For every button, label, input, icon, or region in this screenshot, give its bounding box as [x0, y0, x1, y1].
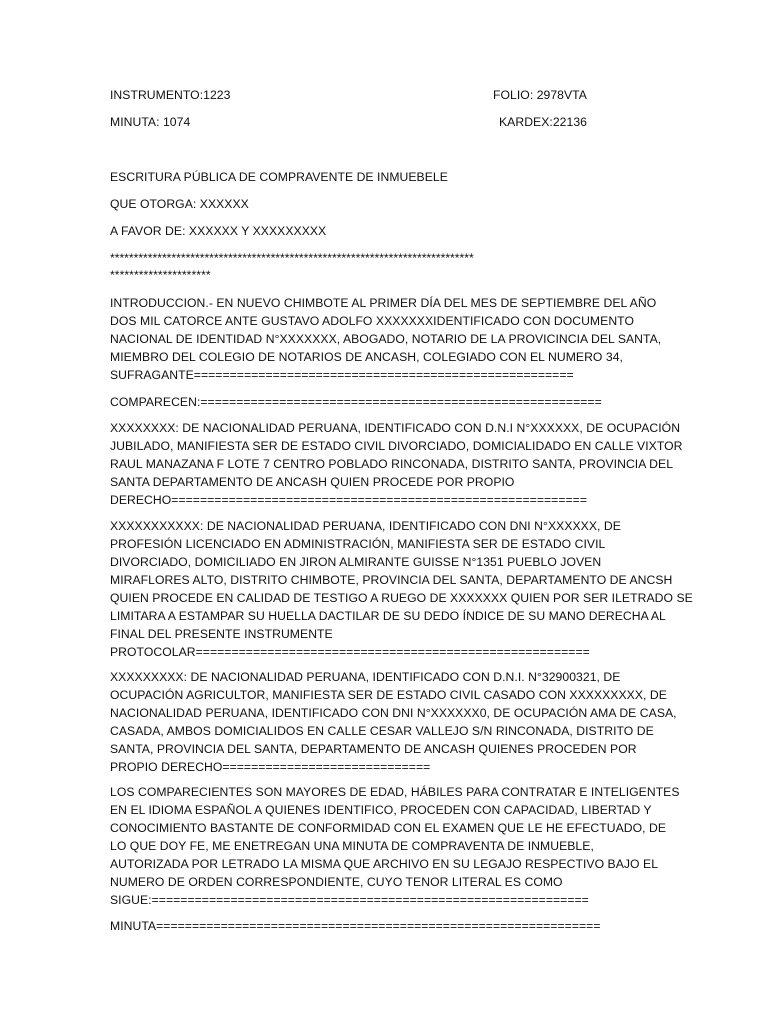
paragraph-line: DIVORCIADO, DOMICILIADO EN JIRON ALMIRANTE GUISSE N°1351 PUEBLO JOVEN: [110, 555, 602, 569]
paragraph-line: SUFRAGANTE=====================================================: [110, 368, 574, 382]
paragraph-line: AUTORIZADA POR LETRADO LA MISMA QUE ARCHIVO EN SU LEGAJO RESPECTIVO BAJO EL: [110, 857, 659, 871]
introduccion-paragraph: [110, 294, 666, 384]
compareciente-1-paragraph: [110, 419, 683, 509]
stars-divider-line-2: *********************: [110, 268, 211, 282]
paragraph-line: MIEMBRO DEL COLEGIO DE NOTARIOS DE ANCASH, COLEGIADO CON EL NUMERO 34,: [110, 350, 623, 364]
kardex-label: KARDEX:22136: [499, 115, 587, 129]
paragraph-line: LOS COMPARECIENTES SON MAYORES DE EDAD, HÁBILES PARA CONTRATAR E INTELIGENTES: [110, 785, 680, 799]
folio-label: FOLIO: 2978VTA: [493, 88, 587, 102]
minuta-number-label: MINUTA: 1074: [110, 115, 191, 129]
paragraph-line: CONOCIMIENTO BASTANTE DE CONFORMIDAD CON EL EXAMEN QUE LE HE EFECTUADO, DE: [110, 821, 667, 835]
paragraph-line: MIRAFLORES ALTO, DISTRITO CHIMBOTE, PROVINCIA DEL SANTA, DEPARTAMENTO DE ANCSH: [110, 573, 673, 587]
paragraph-line: LO QUE DOY FE, ME ENETREGAN UNA MINUTA DE COMPRAVENTA DE INMUEBLE,: [110, 839, 594, 853]
paragraph-line: INTRODUCCION.- EN NUEVO CHIMBOTE AL PRIMER DÍA DEL MES DE SEPTIEMBRE DEL AÑO: [110, 296, 657, 310]
a-favor-line: A FAVOR DE: XXXXXX Y XXXXXXXXX: [110, 224, 327, 238]
paragraph-line: XXXXXXXXX: DE NACIONALIDAD PERUANA, IDENTIFICADO CON D.N.I. N°32900321, DE: [110, 670, 621, 684]
paragraph-line: PROFESIÓN LICENCIADO EN ADMINISTRACIÓN, MANIFIESTA SER DE ESTADO CIVIL: [110, 537, 606, 551]
paragraph-line: FINAL DEL PRESENTE INSTRUMENTE: [110, 627, 333, 641]
paragraph-line: SANTA DEPARTAMENTO DE ANCASH QUIEN PROCEDE POR PROPIO: [110, 475, 515, 489]
paragraph-line: SIGUE:=============================================================: [110, 893, 589, 907]
instrumento-label: INSTRUMENTO:1223: [110, 88, 231, 102]
paragraph-line: PROPIO DERECHO=============================: [110, 760, 431, 774]
compareciente-2-paragraph: [110, 517, 693, 661]
paragraph-line: XXXXXXXXXXX: DE NACIONALIDAD PERUANA, IDENTIFICADO CON DNI N°XXXXXX, DE: [110, 519, 621, 533]
minuta-heading: MINUTA==============================================================: [110, 919, 601, 933]
stars-divider-line-1: *****************************************************************************: [110, 251, 474, 265]
paragraph-line: SANTA, PROVINCIA DEL SANTA, DEPARTAMENTO DE ANCASH QUIENES PROCEDEN POR: [110, 742, 637, 756]
paragraph-line: OCUPACIÓN AGRICULTOR, MANIFIESTA SER DE ESTADO CIVIL CASADO CON XXXXXXXXX, DE: [110, 688, 667, 702]
escritura-title: ESCRITURA PÚBLICA DE COMPRAVENTE DE INMUEBELE: [110, 170, 448, 184]
paragraph-line: NACIONALIDAD PERUANA, IDENTIFICADO CON DNI N°XXXXXX0, DE OCUPACIÓN AMA DE CASA,: [110, 706, 677, 720]
paragraph-line: EN EL IDIOMA ESPAÑOL A QUIENES IDENTIFICO, PROCEDEN CON CAPACIDAD, LIBERTAD Y: [110, 803, 652, 817]
comparecen-heading: COMPARECEN:========================================================: [110, 395, 602, 409]
paragraph-line: QUIEN PROCEDE EN CALIDAD DE TESTIGO A RUEGO DE XXXXXXX QUIEN POR SER ILETRADO SE: [110, 591, 693, 605]
comparecientes-mayores-paragraph: [110, 783, 680, 909]
paragraph-line: LIMITARA A ESTAMPAR SU HUELLA DACTILAR DE SU DEDO ÍNDICE DE SU MANO DERECHA AL: [110, 609, 666, 623]
paragraph-line: DOS MIL CATORCE ANTE GUSTAVO ADOLFO XXXXXXXIDENTIFICADO CON DOCUMENTO: [110, 314, 634, 328]
paragraph-line: PROTOCOLAR=======================================================: [110, 645, 590, 659]
paragraph-line: XXXXXXXX: DE NACIONALIDAD PERUANA, IDENTIFICADO CON D.N.I N°XXXXXX, DE OCUPACIÓN: [110, 421, 681, 435]
otorga-line: QUE OTORGA: XXXXXX: [110, 197, 249, 211]
paragraph-line: DERECHO==========================================================: [110, 493, 587, 507]
paragraph-line: JUBILADO, MANIFIESTA SER DE ESTADO CIVIL DIVORCIADO, DOMICIALIDADO EN CALLE VIXTOR: [110, 439, 683, 453]
paragraph-line: NACIONAL DE IDENTIDAD N°XXXXXXX, ABOGADO, NOTARIO DE LA PROVICINCIA DEL SANTA,: [110, 332, 662, 346]
compareciente-3-paragraph: [110, 668, 677, 776]
paragraph-line: CASADA, AMBOS DOMICIALIDOS EN CALLE CESAR VALLEJO S/N RINCONADA, DISTRITO DE: [110, 724, 654, 738]
paragraph-line: RAUL MANAZANA F LOTE 7 CENTRO POBLADO RINCONADA, DISTRITO SANTA, PROVINCIA DEL: [110, 457, 674, 471]
paragraph-line: NUMERO DE ORDEN CORRESPONDIENTE, CUYO TENOR LITERAL ES COMO: [110, 875, 563, 889]
